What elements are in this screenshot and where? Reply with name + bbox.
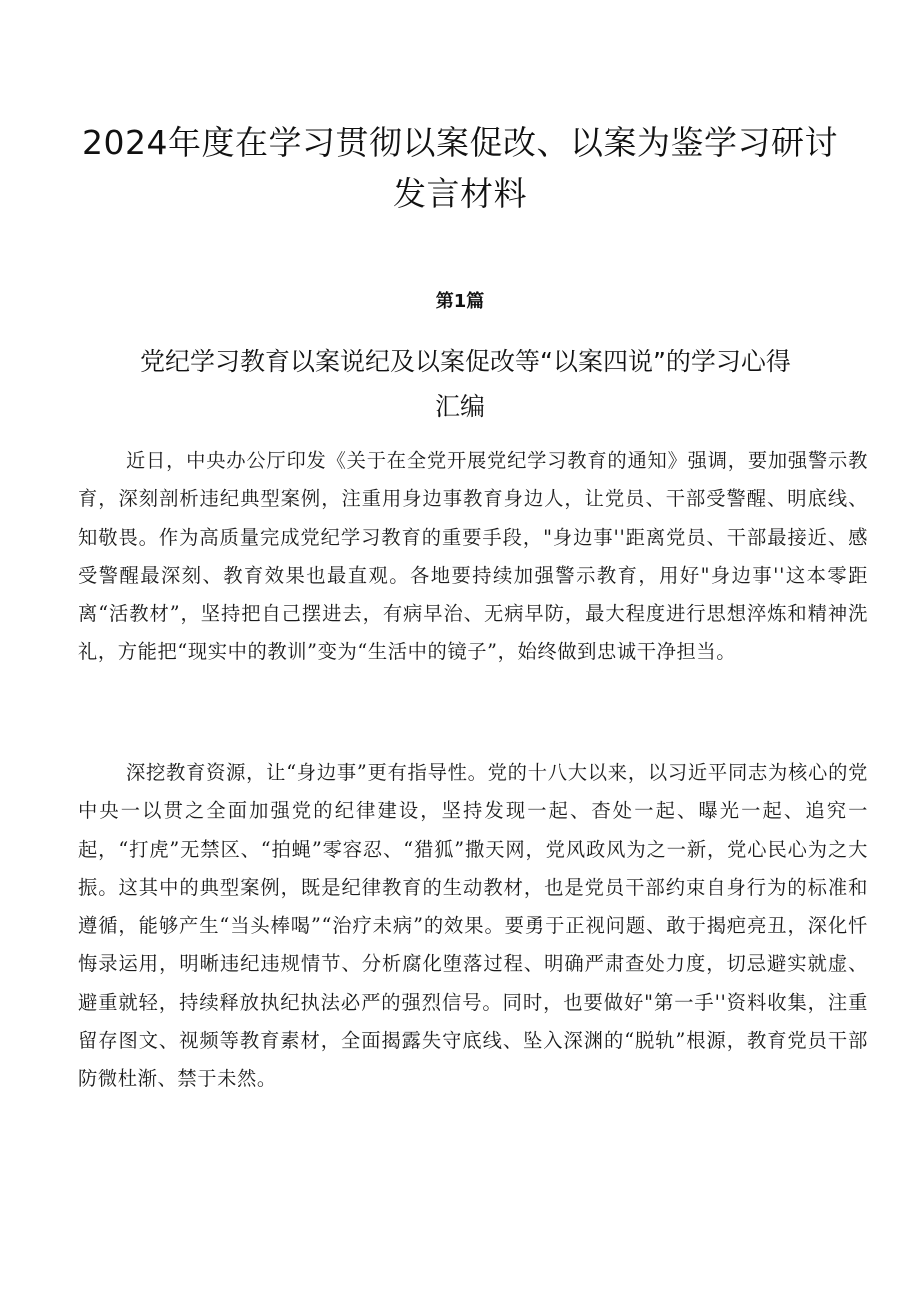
section-label: 第1篇 bbox=[435, 291, 485, 312]
document-title-line1: 2024年度在学习贯彻以案促改、以案为鉴学习研讨 bbox=[82, 123, 838, 162]
article-subtitle-line1: 党纪学习教育以案说纪及以案促改等“以案四说”的学习心得 bbox=[140, 347, 791, 376]
body-paragraph-1: 近日，中央办公厅印发《关于在全党开展党纪学习教育的通知》强调，要加强警示教育，深刻剖析违纪典型案例，注重用身边事教育身边人，让党员、干部受警醒、明底线、知敬畏。作为高质量完成党纪学习教育的重要手段，"身边事''距离党员、干部最接近、感受警醒最深刻、教育效果也最直观。各地要持续加强警示教育，用好"身边事''这本零距离“活教材”，坚持把自己摆进去，有病早治、无病早防，最大程度进行思想淬炼和精神洗礼，方能把“现实中的教训”变为“生活中的镜子”，始终做到忠诚干净担当。 bbox=[78, 449, 868, 664]
document-title-line2: 发言材料 bbox=[393, 174, 527, 213]
article-subtitle-line2: 汇编 bbox=[434, 392, 485, 421]
body-paragraph-2: 深挖教育资源，让“身边事”更有指导性。党的十八大以来，以习近平同志为核心的党中央一以贯之全面加强党的纪律建设，坚持发现一起、杳处一起、曝光一起、追究一起，“打虎”无禁区、“拍蝇”零容忍、“猎狐”撒天网，党风政风为之一新，党心民心为之大振。这其中的典型案例，既是纪律教育的生动教材，也是党员干部约束自身行为的标准和遵循，能够产生“当头棒喝”“治疗未病”的效果。要勇于正视问题、敢于揭疤亮丑，深化忏悔录运用，明晰违纪违规情节、分析腐化堕落过程、明确严肃查处力度，切忌避实就虚、避重就轻，持续释放执纪执法必严的强烈信号。同时，也要做好"第一手''资料收集，注重留存图文、视频等教育素材，全面揭露失守底线、坠入深渊的“脱轨”根源，教育党员干部防微杜渐、禁于未然。 bbox=[78, 761, 868, 1091]
